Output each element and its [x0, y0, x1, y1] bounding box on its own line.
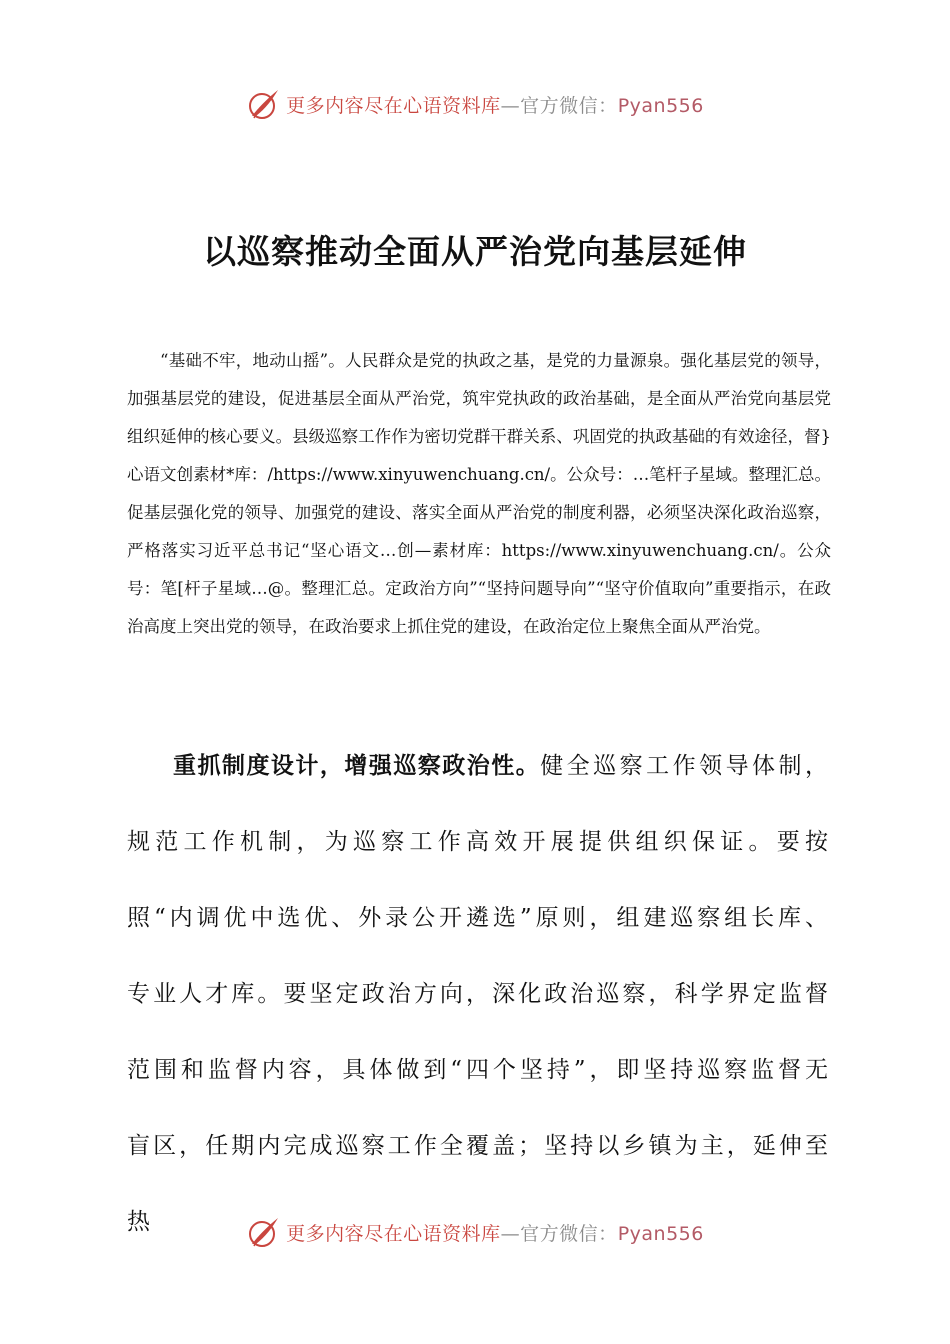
banner-wechat-id: Pyan556	[617, 94, 704, 117]
paragraph-intro: “基础不牢，地动山摇”。人民群众是党的执政之基，是党的力量源泉。强化基层党的领导，加强基层党的建设，促进基层全面从严治党，筑牢党执政的政治基础，是全面从严治党向基层党组织延伸的核心要义。县级巡察工作作为密切党群干群关系、巩固党的执政基础的有效途径，督}心语文创素材*库：/https://www.xinyuwenchuang.cn/。公众号：…笔杆子星域。整理汇总。促基层强化党的领导、加强党的建设、落实全面从严治党的制度利器，必须坚决深化政治巡察，严格落实习近平总书记“坚心语文…创—素材库：https://www.xinyuwenchuang.cn/。公众号：笔[杆子星域…@。整理汇总。定政治方向”“坚持问题导向”“坚守价值取向”重要指示，在政治高度上突出党的领导，在政治要求上抓住党的建设，在政治定位上聚焦全面从严治党。	[127, 351, 831, 636]
banner-separator: —	[500, 94, 521, 117]
banner-text	[286, 91, 704, 118]
section-heading: 重抓制度设计，增强巡察政治性。	[173, 753, 541, 779]
document-title: 以巡察推动全面从严治党向基层延伸	[203, 232, 747, 271]
paragraph-section-1	[127, 728, 831, 1260]
banner-wechat-label: 官方微信：	[520, 1222, 618, 1245]
banner-text	[286, 1219, 704, 1246]
banner-separator: —	[500, 1222, 521, 1245]
quill-logo-icon	[246, 86, 282, 122]
footer-banner	[0, 1212, 950, 1252]
banner-wechat-id: Pyan556	[617, 1222, 704, 1245]
banner-wechat-label: 官方微信：	[520, 94, 618, 117]
banner-main-text: 更多内容尽在心语资料库	[286, 1222, 501, 1245]
quill-logo-icon	[246, 1214, 282, 1250]
banner-main-text: 更多内容尽在心语资料库	[286, 94, 501, 117]
header-banner	[0, 84, 950, 124]
section-body: 健全巡察工作领导体制，规范工作机制，为巡察工作高效开展提供组织保证。要按照“内调优中选优、外录公开遴选”原则，组建巡察组长库、专业人才库。要坚定政治方向，深化政治巡察，科学界定监督范围和监督内容，具体做到“四个坚持”，即坚持巡察监督无盲区，任期内完成巡察工作全覆盖；坚持以乡镇为主，延伸至热	[127, 753, 832, 1235]
